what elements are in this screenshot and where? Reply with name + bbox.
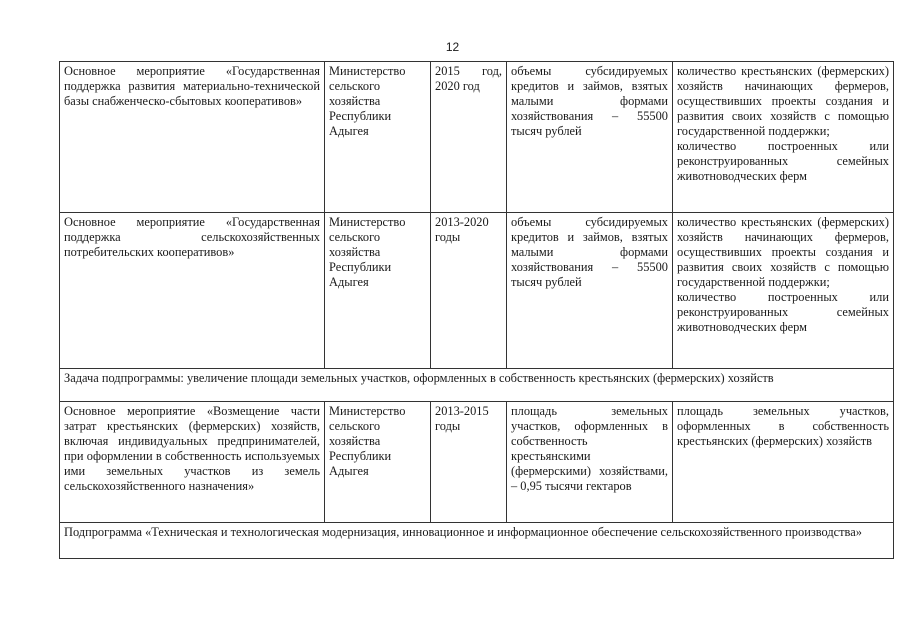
result-cell: площадь земельных участков, оформленных в собственность крестьянских (фермерских) хозяйств	[673, 402, 894, 523]
task-cell: Задача подпрограммы: увеличение площади земельных участков, оформленных в собственность крестьянских (фермерских) хозяйств	[60, 369, 894, 402]
event-cell: Основное мероприятие «Государственная поддержка сельскохозяйственных потребительских кооперативов»	[60, 213, 325, 369]
executor-cell: Министерство сельского хозяйства Республики Адыгея	[325, 62, 431, 213]
measures-table	[59, 61, 894, 559]
subprogram-cell: Подпрограмма «Техническая и технологическая модернизация, инновационное и информационное обеспечение сельскохозяйственного производства»	[60, 523, 894, 559]
period-cell: 2013-2020 годы	[431, 213, 507, 369]
task-row	[60, 369, 894, 402]
period-cell: 2015 год, 2020 год	[431, 62, 507, 213]
result-cell	[673, 62, 894, 213]
table-row	[60, 213, 894, 369]
executor-cell: Министерство сельского хозяйства Республики Адыгея	[325, 402, 431, 523]
event-cell: Основное мероприятие «Государственная поддержка развития материально-технической базы снабженческо-сбытовых кооперативов»	[60, 62, 325, 213]
result-line: количество крестьянских (фермерских) хозяйств начинающих фермеров, осуществивших проекты создания и развития своих хозяйств с помощью государственной поддержки;	[677, 215, 889, 289]
result-line: количество построенных или реконструированных семейных животноводческих ферм	[677, 290, 889, 334]
table-row	[60, 62, 894, 213]
subprogram-row	[60, 523, 894, 559]
volume-cell: объемы субсидируемых кредитов и займов, взятых малыми формами хозяйствования – 55500 тысяч рублей	[507, 62, 673, 213]
page-number: 12	[445, 40, 460, 54]
volume-cell: объемы субсидируемых кредитов и займов, взятых малыми формами хозяйствования – 55500 тысяч рублей	[507, 213, 673, 369]
executor-cell: Министерство сельского хозяйства Республики Адыгея	[325, 213, 431, 369]
volume-cell: площадь земельных участков, оформленных в собственность крестьянскими (фермерскими) хозяйствами, – 0,95 тысячи гектаров	[507, 402, 673, 523]
period-cell: 2013-2015 годы	[431, 402, 507, 523]
result-cell	[673, 213, 894, 369]
result-line: количество крестьянских (фермерских) хозяйств начинающих фермеров, осуществивших проекты создания и развития своих хозяйств с помощью государственной поддержки;	[677, 64, 889, 138]
table-row	[60, 402, 894, 523]
result-line: количество построенных или реконструированных семейных животноводческих ферм	[677, 139, 889, 183]
event-cell: Основное мероприятие «Возмещение части затрат крестьянских (фермерских) хозяйств, включая индивидуальных предпринимателей, при оформлении в собственность используемых ими земельных участков из земель сельскохозяйственного назначения»	[60, 402, 325, 523]
